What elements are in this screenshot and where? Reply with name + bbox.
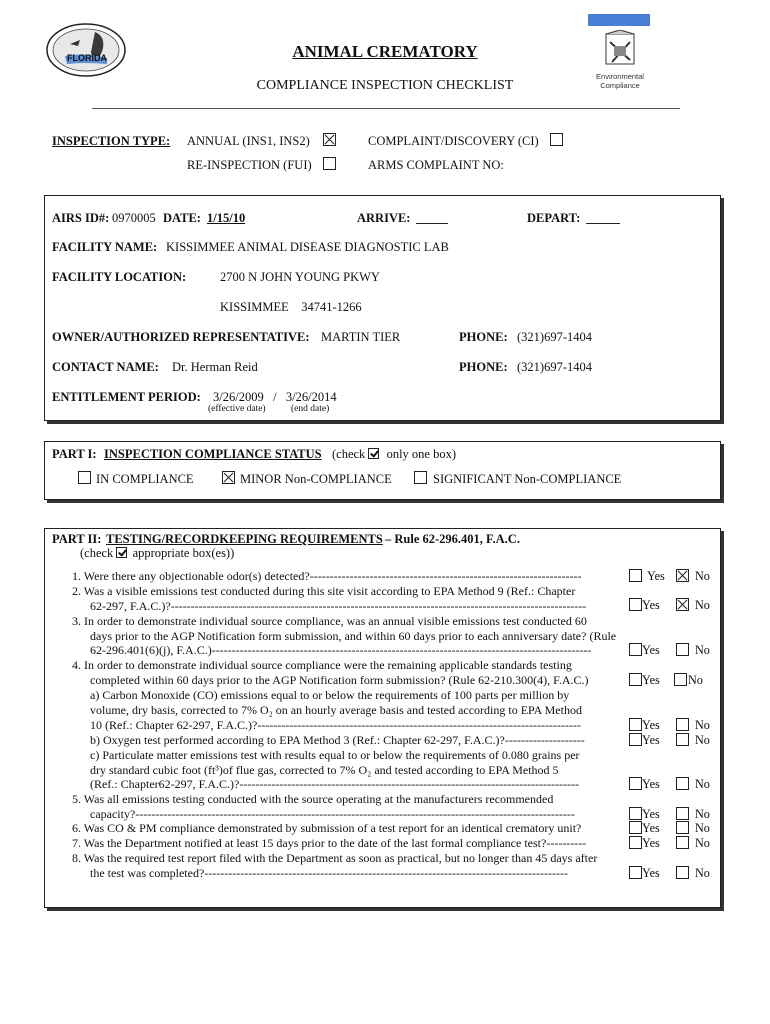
part2-rule: – Rule 62-296.401, F.A.C. (385, 532, 520, 546)
end-caption: (end date) (291, 404, 330, 414)
significant-noncompliance-label: SIGNIFICANT Non-COMPLIANCE (433, 472, 622, 486)
question-line: 6. Was CO & PM compliance demonstrated by submission of a test report for an identical crematory unit? (72, 821, 582, 835)
q2-yes-checkbox[interactable] (629, 598, 642, 611)
airs-id-label: AIRS ID#: (52, 211, 110, 225)
minor-noncompliance-label: MINOR Non-COMPLIANCE (240, 472, 392, 486)
header-divider (92, 108, 680, 109)
contact-label: CONTACT NAME: (52, 360, 159, 374)
facility-location-line2: KISSIMMEE 34741-1266 (220, 300, 362, 314)
question-line: dry standard cubic foot (ft³)of flue gas, corrected to 7% O₂ and tested according to EPA Method 5 (90, 763, 559, 777)
q1-no-label: No (695, 569, 710, 583)
q8-yes-label: Yes (642, 866, 660, 880)
part2-check-note (80, 546, 234, 561)
q4a-yes-checkbox[interactable] (629, 718, 642, 731)
arrive-label: ARRIVE: (357, 211, 411, 225)
annual-checkbox[interactable] (323, 133, 336, 146)
annual-label: ANNUAL (INS1, INS2) (187, 134, 310, 148)
complaint-checkbox[interactable] (550, 133, 563, 146)
question-line: c) Particulate matter emissions test with results equal to or below the requirements of 0.080 grains per (90, 748, 580, 762)
q6-yes-label: Yes (642, 821, 660, 835)
q4b-no-checkbox[interactable] (676, 733, 689, 746)
complaint-label: COMPLAINT/DISCOVERY (CI) (368, 134, 539, 148)
owner-label: OWNER/AUTHORIZED REPRESENTATIVE: (52, 330, 310, 344)
q4b-yes-label: Yes (642, 733, 660, 747)
checkmark-icon (368, 448, 379, 459)
q4-no-checkbox[interactable] (674, 673, 687, 686)
page-title: ANIMAL CREMATORY (292, 42, 478, 61)
q6-yes-checkbox[interactable] (629, 821, 642, 834)
q3-no-label: No (695, 643, 710, 657)
q7-yes-label: Yes (642, 836, 660, 850)
question-line: volume, dry basis, corrected to 7% O₂ on an hourly average basis and tested according to EPA Method (90, 703, 582, 717)
q3-no-checkbox[interactable] (676, 643, 689, 656)
arms-label: ARMS COMPLAINT NO: (368, 158, 504, 172)
q3-yes-checkbox[interactable] (629, 643, 642, 656)
q7-yes-checkbox[interactable] (629, 836, 642, 849)
q4c-no-checkbox[interactable] (676, 777, 689, 790)
q4c-yes-checkbox[interactable] (629, 777, 642, 790)
part1-check-note (332, 447, 456, 462)
entitlement-label: ENTITLEMENT PERIOD: (52, 390, 201, 404)
part2-title: TESTING/RECORDKEEPING REQUIREMENTS (106, 532, 383, 546)
logo-left-text: FLORIDA (67, 53, 107, 63)
header-blue-bar (588, 14, 650, 26)
depart-label: DEPART: (527, 211, 581, 225)
question-line: 1. Were there any objectionable odor(s) detected?-------------------------------------------------------------------- (72, 569, 582, 583)
question-line: 2. Was a visible emissions test conducted during this site visit according to EPA Method 9 (Ref.: Chapter (72, 584, 576, 598)
inspection-type-label: INSPECTION TYPE: (52, 134, 171, 148)
facility-name-value: KISSIMMEE ANIMAL DISEASE DIAGNOSTIC LAB (166, 240, 449, 254)
date-label: DATE: (163, 211, 201, 225)
q2-no-checkbox[interactable] (676, 598, 689, 611)
page-subtitle: COMPLIANCE INSPECTION CHECKLIST (256, 78, 514, 93)
question-line: 4. In order to demonstrate individual source compliance were the remaining applicable standards testing (72, 658, 572, 672)
contact-value: Dr. Herman Reid (172, 360, 258, 374)
owner-phone-value: (321)697-1404 (517, 330, 592, 344)
depart-field[interactable] (586, 223, 620, 224)
owner-value: MARTIN TIER (321, 330, 401, 344)
q4c-yes-label: Yes (642, 777, 660, 791)
question-line: completed within 60 days prior to the AGP Notification form submission? (Rule 62-210.300(4), F.A.C.) (90, 673, 589, 687)
q4b-yes-checkbox[interactable] (629, 733, 642, 746)
in-compliance-label: IN COMPLIANCE (96, 472, 194, 486)
checkmark-icon (116, 547, 127, 558)
q4-no-label: No (688, 673, 703, 687)
q4c-no-label: No (695, 777, 710, 791)
q5-yes-label: Yes (642, 807, 660, 821)
q4a-no-label: No (695, 718, 710, 732)
q4a-no-checkbox[interactable] (676, 718, 689, 731)
q1-no-checkbox[interactable] (676, 569, 689, 582)
part1-check-pre: (check (332, 447, 366, 461)
q5-no-label: No (695, 807, 710, 821)
q6-no-label: No (695, 821, 710, 835)
question-line: 62-296.401(6)(j), F.A.C.)----------------------------------------------------------------------------------------------- (90, 643, 592, 657)
entitlement-value: 3/26/2009 / 3/26/2014 (213, 390, 337, 404)
effective-caption: (effective date) (208, 404, 266, 414)
q2-no-label: No (695, 598, 710, 612)
facility-info-box (44, 195, 721, 421)
q8-no-label: No (695, 866, 710, 880)
q7-no-label: No (695, 836, 710, 850)
contact-phone-label: PHONE: (459, 360, 508, 374)
q2-yes-label: Yes (642, 598, 660, 612)
part1-prefix: PART I: (52, 447, 97, 461)
facility-location-label: FACILITY LOCATION: (52, 270, 187, 284)
part2-check-pre: (check (80, 546, 114, 560)
q4b-no-label: No (695, 733, 710, 747)
question-line: 7. Was the Department notified at least 15 days prior to the date of the last formal compliance test?---------- (72, 836, 587, 850)
q3-yes-label: Yes (642, 643, 660, 657)
question-line: the test was completed?------------------------------------------------------------------------------------------- (90, 866, 568, 880)
question-line: a) Carbon Monoxide (CO) emissions equal to or below the requirements of 100 parts per million by (90, 688, 570, 702)
q4-yes-checkbox[interactable] (629, 673, 642, 686)
q1-yes-checkbox[interactable] (629, 569, 642, 582)
q5-no-checkbox[interactable] (676, 807, 689, 820)
question-line: 5. Was all emissions testing conducted with the source operating at the manufacturers recommended (72, 792, 554, 806)
airs-id-value: 0970005 (112, 211, 156, 225)
reinspection-checkbox[interactable] (323, 157, 336, 170)
q4-yes-label: Yes (642, 673, 660, 687)
date-value: 1/15/10 (207, 211, 246, 225)
in-compliance-checkbox[interactable] (78, 471, 91, 484)
question-line: 3. In order to demonstrate individual source compliance, was an annual visible emissions test conducted 60 (72, 614, 587, 628)
part2-check-post: appropriate box(es)) (132, 546, 235, 560)
q4a-yes-label: Yes (642, 718, 660, 732)
part2-prefix: PART II: (52, 532, 102, 546)
contact-phone-value: (321)697-1404 (517, 360, 592, 374)
part1-title: INSPECTION COMPLIANCE STATUS (104, 447, 322, 461)
significant-noncompliance-checkbox[interactable] (414, 471, 427, 484)
q8-yes-checkbox[interactable] (629, 866, 642, 879)
minor-noncompliance-checkbox[interactable] (222, 471, 235, 484)
question-line: capacity?-------------------------------------------------------------------------------------------------------------- (90, 807, 575, 821)
q5-yes-checkbox[interactable] (629, 807, 642, 820)
q1-yes-label: Yes (647, 569, 665, 583)
question-line: b) Oxygen test performed according to EPA Method 3 (Ref.: Chapter 62-297, F.A.C.)?-------------------- (90, 733, 585, 747)
owner-phone-label: PHONE: (459, 330, 508, 344)
question-line: 8. Was the required test report filed with the Department as soon as practical, but no longer than 45 days after (72, 851, 598, 865)
question-line: (Ref.: Chapter62-297, F.A.C.)?------------------------------------------------------------------------------------- (90, 777, 580, 791)
question-line: days prior to the AGP Notification form submission, and within 60 days prior to each anniversary date? (Rule (90, 629, 617, 643)
facility-location-line1: 2700 N JOHN YOUNG PKWY (220, 270, 380, 284)
logo-right-caption: Environmental Compliance (596, 72, 644, 90)
question-line: 62-297, F.A.C.)?-------------------------------------------------------------------------------------------------------- (90, 599, 587, 613)
facility-name-label: FACILITY NAME: (52, 240, 158, 254)
reinspection-label: RE-INSPECTION (FUI) (187, 158, 312, 172)
q6-no-checkbox[interactable] (676, 821, 689, 834)
q7-no-checkbox[interactable] (676, 836, 689, 849)
question-line: 10 (Ref.: Chapter 62-297, F.A.C.)?--------------------------------------------------------------------------------- (90, 718, 582, 732)
arrive-field[interactable] (416, 223, 448, 224)
part1-check-post: only one box) (386, 447, 456, 461)
q8-no-checkbox[interactable] (676, 866, 689, 879)
